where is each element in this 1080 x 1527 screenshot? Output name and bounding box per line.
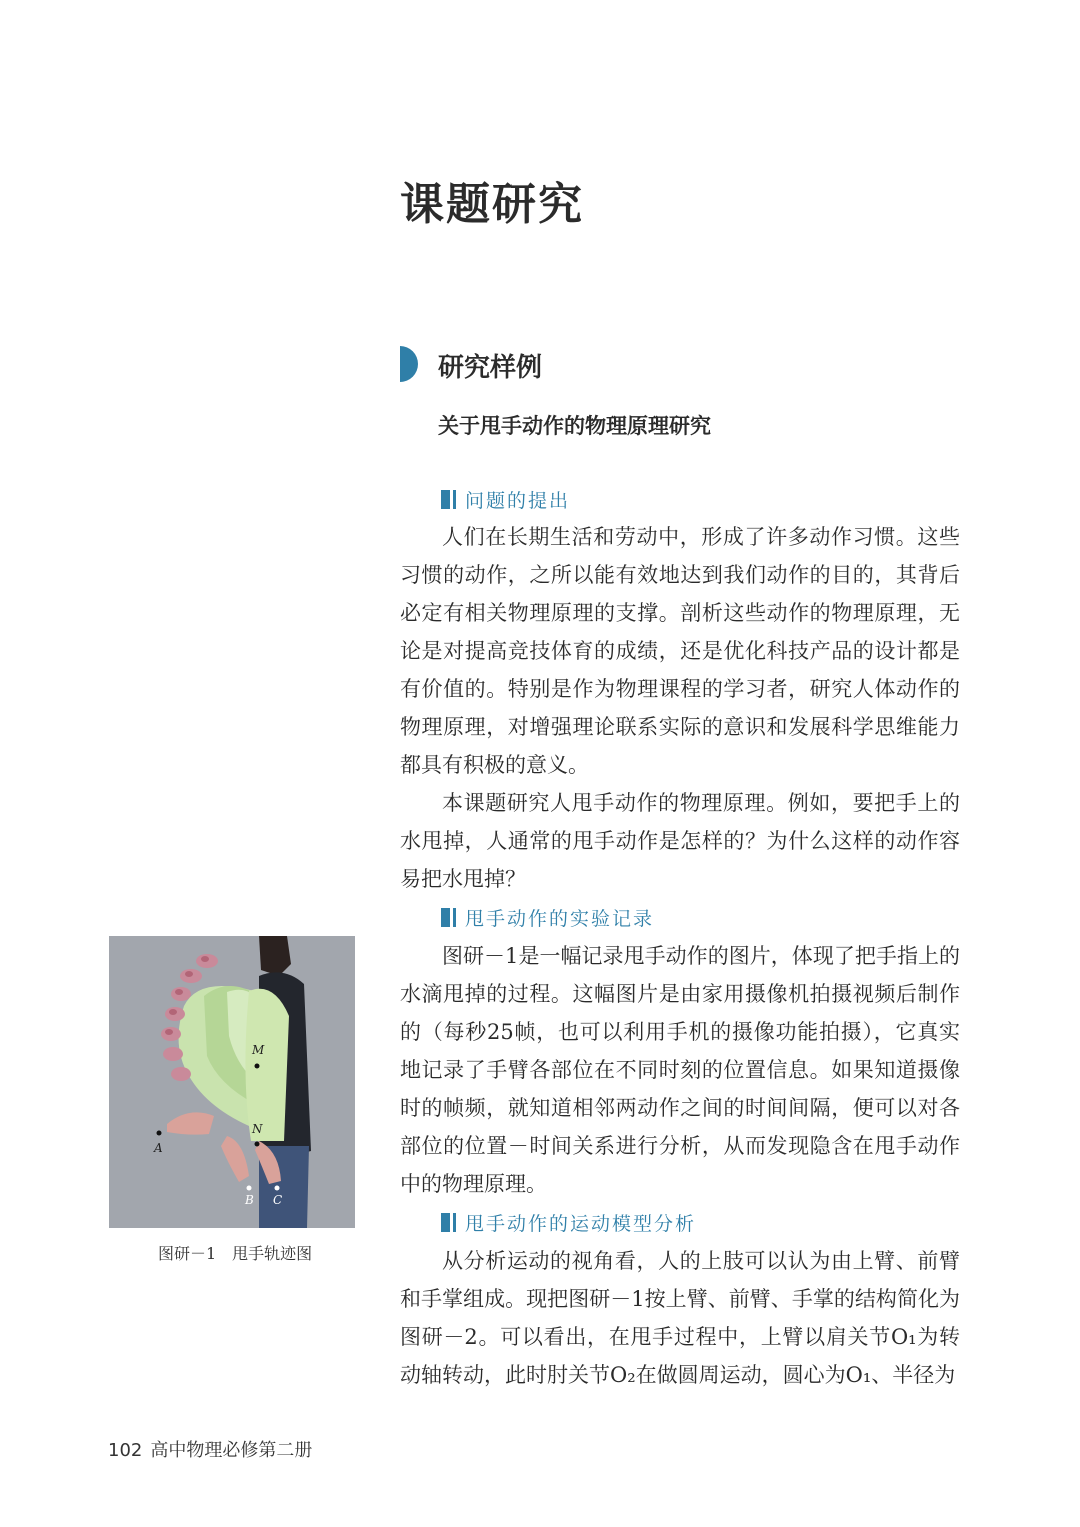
subsection-marker-icon (441, 490, 450, 509)
paragraph-3: 图研－1是一幅记录甩手动作的图片，体现了把手指上的水滴甩掉的过程。这幅图片是由家用摄像机拍摄视频后制作的（每秒25帧，也可以利用手机的摄像功能拍摄），它真实地记录了手臂各部位在不同时刻的位置信息。如果知道摄像时的帧频，就知道相邻两动作之间的时间间隔，便可以对各部位的位置－时间关系进行分析，从而发现隐含在甩手动作中的物理原理。 (400, 944, 960, 1196)
point-c (275, 1186, 280, 1191)
page-footer (108, 1436, 312, 1462)
subsection-title: 问题的提出 (465, 490, 571, 512)
point-label-a: A (154, 1141, 163, 1155)
section-marker-icon (400, 346, 418, 382)
point-n (255, 1142, 260, 1147)
section-title: 研究样例 (438, 353, 543, 383)
point-label-n: N (252, 1122, 263, 1136)
page-number: 102 (108, 1440, 143, 1461)
point-label-m: M (252, 1043, 265, 1057)
chapter-title: 课题研究 (400, 179, 584, 230)
point-m (255, 1064, 260, 1069)
point-b (247, 1186, 252, 1191)
point-label-c: C (273, 1193, 283, 1207)
paragraph-2: 本课题研究人甩手动作的物理原理。例如，要把手上的水甩掉，人通常的甩手动作是怎样的？为什么这样的动作容易把水甩掉？ (400, 791, 960, 891)
point-a (157, 1131, 162, 1136)
subsection-marker-icon (453, 908, 456, 927)
paragraph-4: 从分析运动的视角看，人的上肢可以认为由上臂、前臂和手掌组成。现把图研－1按上臂、前臂、手掌的结构简化为图研－2。可以看出，在甩手过程中，上臂以肩关节O₁为转动轴转动，此时肘关节O₂在做圆周运动，圆心为O₁、半径为 (400, 1249, 960, 1387)
point-label-b: B (245, 1193, 254, 1207)
subsection-marker-icon (441, 908, 450, 927)
subsection-marker-icon (441, 1213, 450, 1232)
book-title: 高中物理必修第二册 (150, 1440, 313, 1461)
subsection-title: 甩手动作的实验记录 (465, 908, 655, 930)
paragraph-1: 人们在长期生活和劳动中，形成了许多动作习惯。这些习惯的动作，之所以能有效地达到我们动作的目的，其背后必定有相关物理原理的支撑。剖析这些动作的物理原理，无论是对提高竞技体育的成绩，还是优化科技产品的设计都是有价值的。特别是作为物理课程的学习者，研究人体动作的物理原理，对增强理论联系实际的意识和发展科学思维能力都具有积极的意义。 (400, 525, 960, 777)
hand-swing-illustration (109, 936, 355, 1228)
subsection-marker-icon (453, 1213, 456, 1232)
research-title: 关于甩手动作的物理原理研究 (438, 414, 711, 438)
hand-swing-photo (109, 936, 355, 1228)
figure-caption: 图研－1 甩手轨迹图 (158, 1244, 313, 1263)
subsection-marker-icon (453, 490, 456, 509)
subsection-title: 甩手动作的运动模型分析 (465, 1213, 697, 1235)
